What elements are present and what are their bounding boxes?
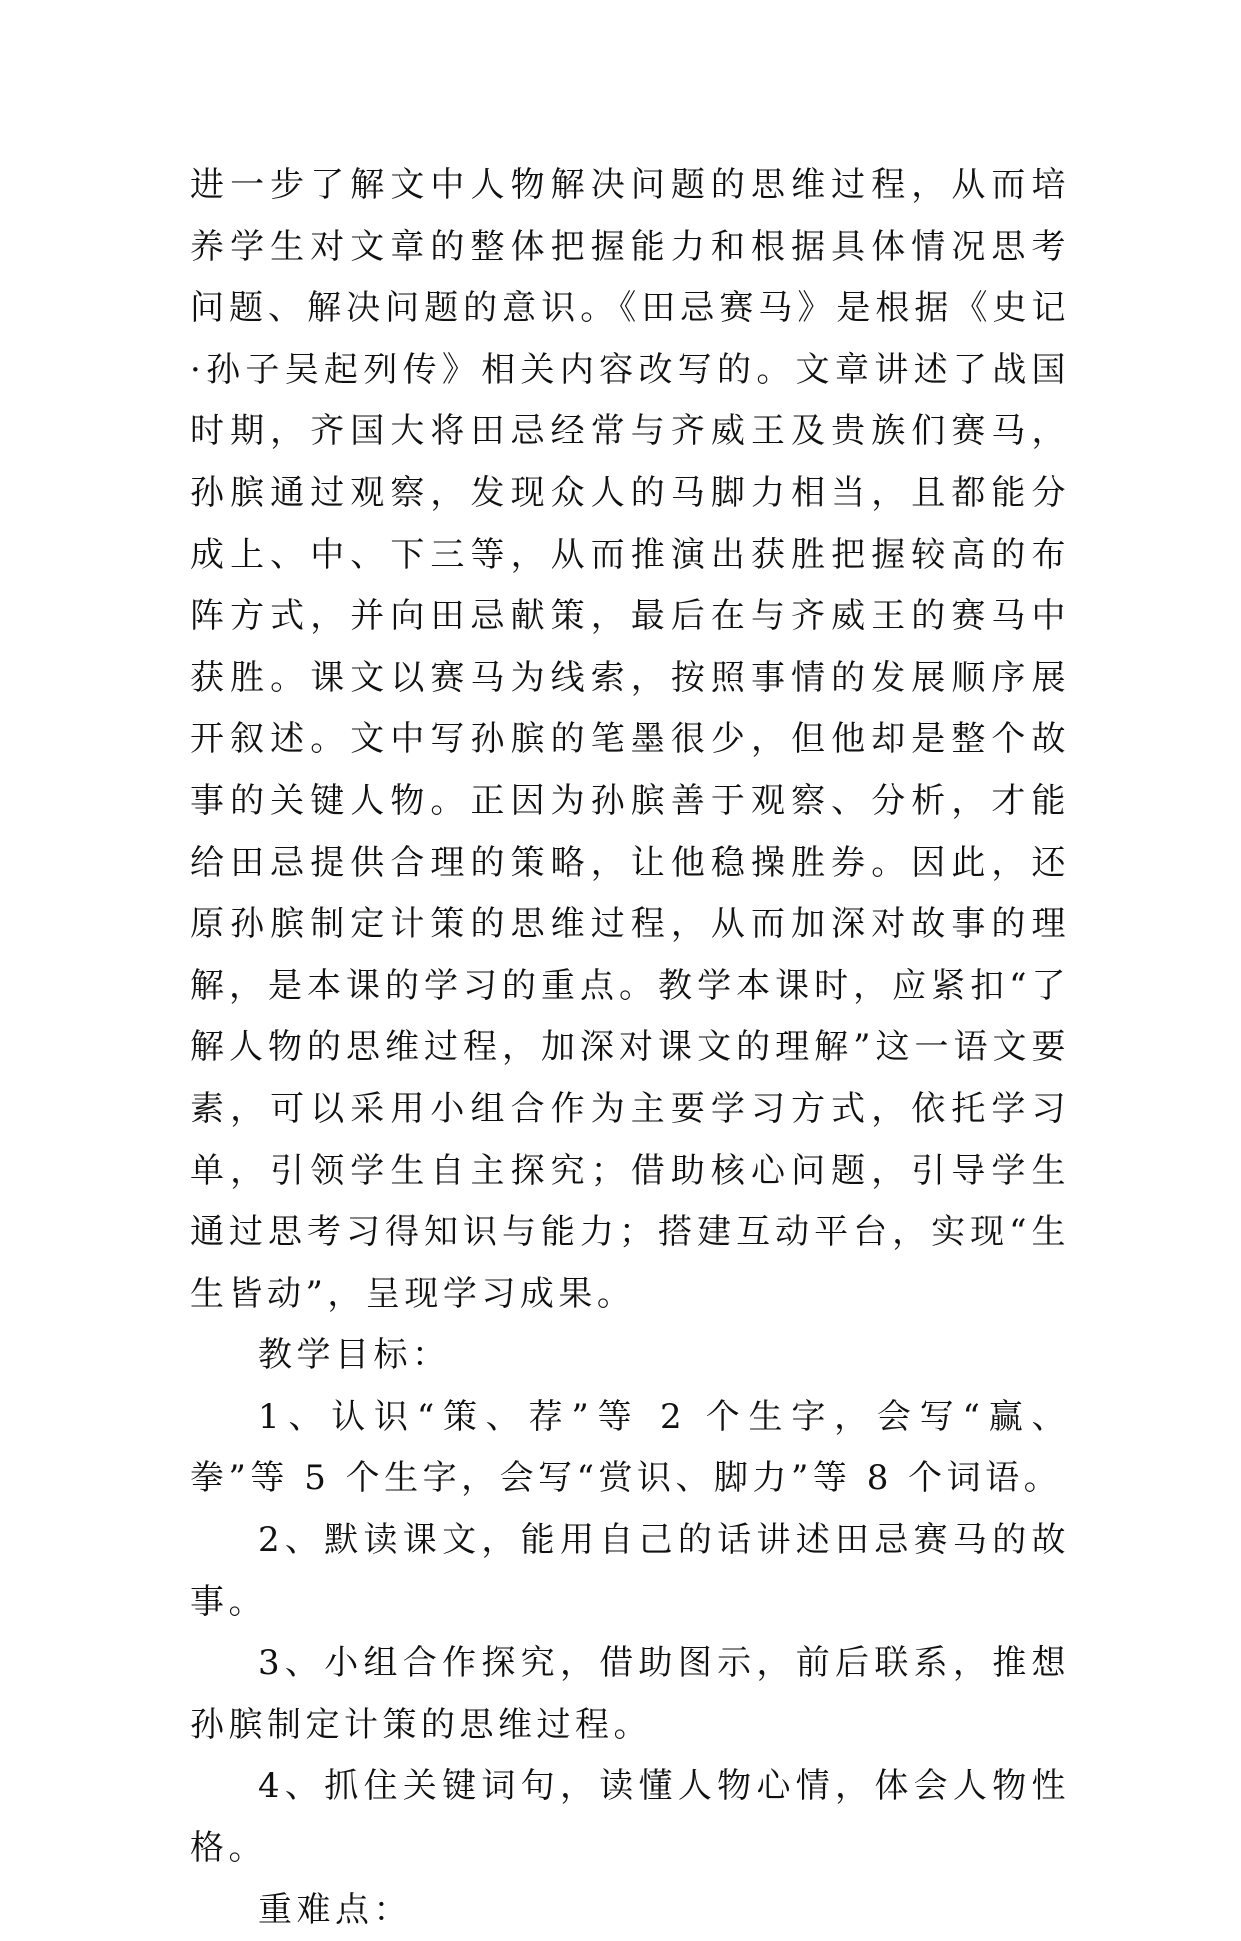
objective-item: 3、小组合作探究，借助图示，前后联系，推想孙膑制定计策的思维过程。 [190,1643,1070,1745]
document-body [190,155,1070,1941]
objectives-heading: 教学目标： [258,1335,451,1376]
objective-item: 2、默读课文，能用自己的话讲述田忌赛马的故事。 [190,1520,1070,1622]
objective-item: 1、认识“策、荐”等 2 个生字，会写“赢、拳”等 5 个生字，会写“赏识、脚力”等 8 个词语。 [190,1396,1070,1499]
intro-paragraph: 进一步了解文中人物解决问题的思维过程，从而培养学生对文章的整体把握能力和根据具体情况思考问题、解决问题的意识。《田忌赛马》是根据《史记·孙子吴起列传》相关内容改写的。文章讲述了战国时期，齐国大将田忌经常与齐威王及贵族们赛马，孙膑通过观察，发现众人的马脚力相当，且都能分成上、中、下三等，从而推演出获胜把握较高的布阵方式，并向田忌献策，最后在与齐威王的赛马中获胜。课文以赛马为线索，按照事情的发展顺序展开叙述。文中写孙膑的笔墨很少，但他却是整个故事的关键人物。正因为孙膑善于观察、分析，才能给田忌提供合理的策略，让他稳操胜券。因此，还原孙膑制定计策的思维过程，从而加深对故事的理解，是本课的学习的重点。教学本课时，应紧扣“了解人物的思维过程，加深对课文的理解”这一语文要素，可以采用小组合作为主要学习方式，依托学习单，引领学生自主探究；借助核心问题，引导学生通过思考习得知识与能力；搭建互动平台，实现“生生皆动”，呈现学习成果。 [190,165,1070,1314]
key-points-heading: 重难点： [258,1889,412,1930]
objective-item: 4、抓住关键词句，读懂人物心情，体会人物性格。 [190,1766,1070,1869]
